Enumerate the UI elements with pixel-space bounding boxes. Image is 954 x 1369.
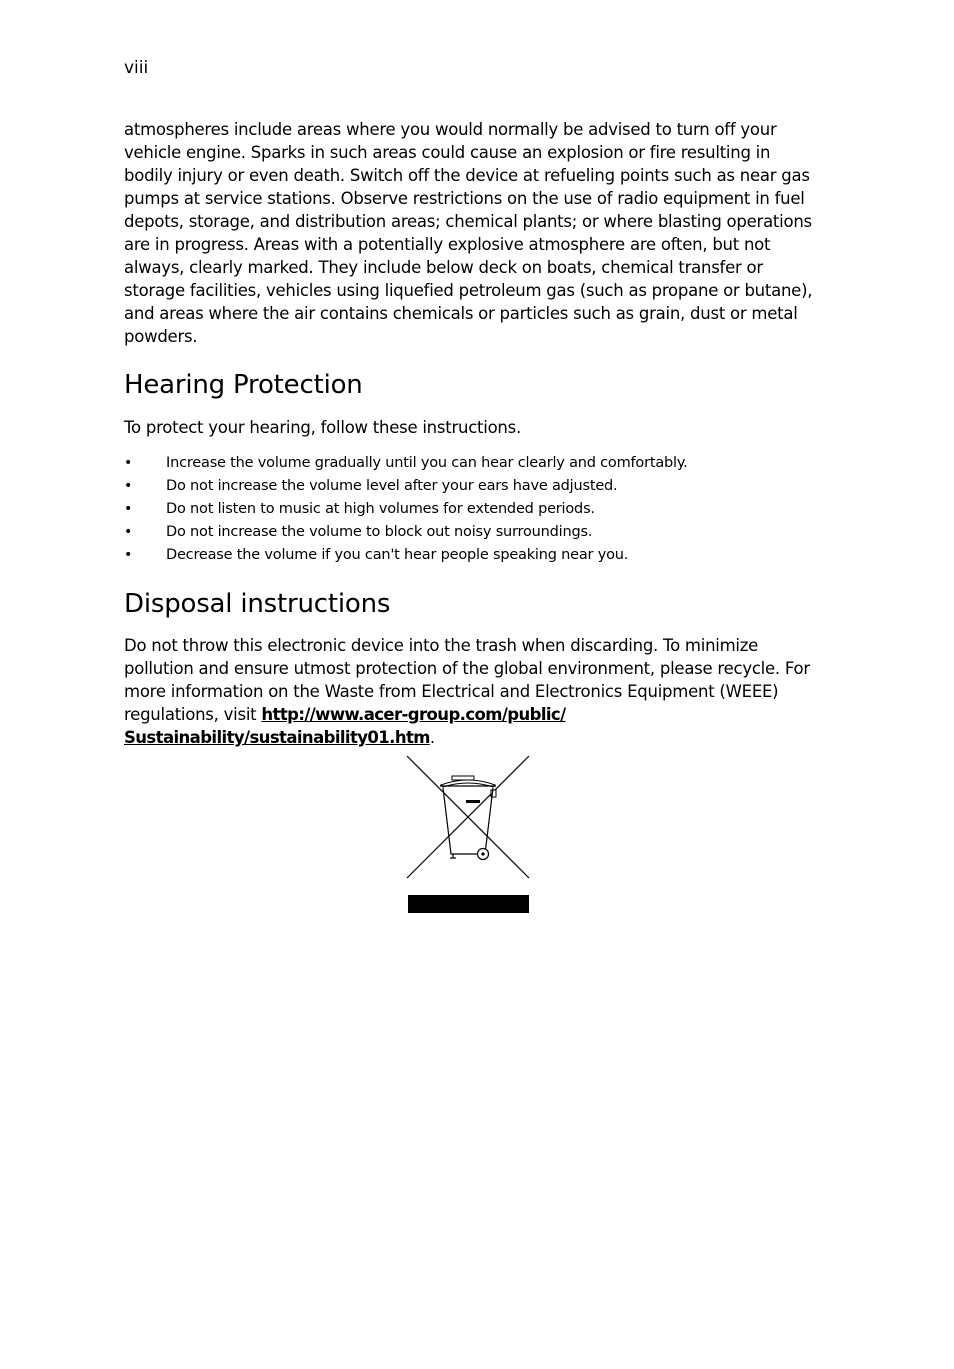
list-item	[124, 521, 814, 544]
hearing-intro: To protect your hearing, follow these instructions.	[124, 418, 521, 437]
bullet-icon: •	[124, 455, 133, 471]
disposal-trailing-period: .	[429, 728, 435, 747]
list-item	[124, 544, 814, 567]
page-content	[124, 118, 814, 749]
bullet-icon: •	[124, 524, 133, 540]
weee-link-part1: http://www.acer-group.com/public/	[261, 705, 566, 724]
weee-link-part2: Sustainability/sustainability01.htm	[124, 728, 430, 747]
list-item-text: Do not listen to music at high volumes for extended periods.	[166, 501, 595, 517]
hearing-protection-heading: Hearing Protection	[124, 370, 363, 400]
list-item-text: Do not increase the volume to block out noisy surroundings.	[166, 524, 593, 540]
list-item	[124, 498, 814, 521]
list-item-text: Decrease the volume if you can't hear people speaking near you.	[166, 547, 629, 563]
bullet-icon: •	[124, 501, 133, 517]
list-item-text: Do not increase the volume level after your ears have adjusted.	[166, 478, 618, 494]
bullet-icon: •	[124, 478, 133, 494]
list-item	[124, 452, 814, 475]
hearing-instructions-list	[124, 452, 814, 567]
disposal-instructions-heading: Disposal instructions	[124, 589, 391, 619]
crossed-out-wheelie-bin-icon	[405, 754, 531, 916]
page-number: viii	[124, 58, 149, 78]
safety-continuation-paragraph: atmospheres include areas where you would normally be advised to turn off your vehicle engine. Sparks in such areas could cause an explosion or fire resulting in bodily injury or even death. Switch off the device at refueling points such as near gas pumps at service stations. Observe restrictions on the use of radio equipment in fuel depots, storage, and distribution areas; chemical plants; or where blasting operations are in progress. Areas with a potentially explosive atmosphere are often, but not always, clearly marked. They include below deck on boats, chemical transfer or storage facilities, vehicles using liquefied petroleum gas (such as propane or butane), and areas where the air contains chemicals or particles such as grain, dust or metal powders.	[124, 120, 813, 346]
list-item-text: Increase the volume gradually until you can hear clearly and comfortably.	[166, 455, 688, 471]
bullet-icon: •	[124, 547, 133, 563]
list-item	[124, 475, 814, 498]
disposal-text: Do not throw this electronic device into the trash when discarding. To minimize pollution and ensure utmost protection of the global environment, please recycle. For more information on the Waste from Electrical and Electronics Equipment (WEEE) regulations, visit	[124, 636, 810, 724]
disposal-paragraph	[124, 634, 814, 749]
